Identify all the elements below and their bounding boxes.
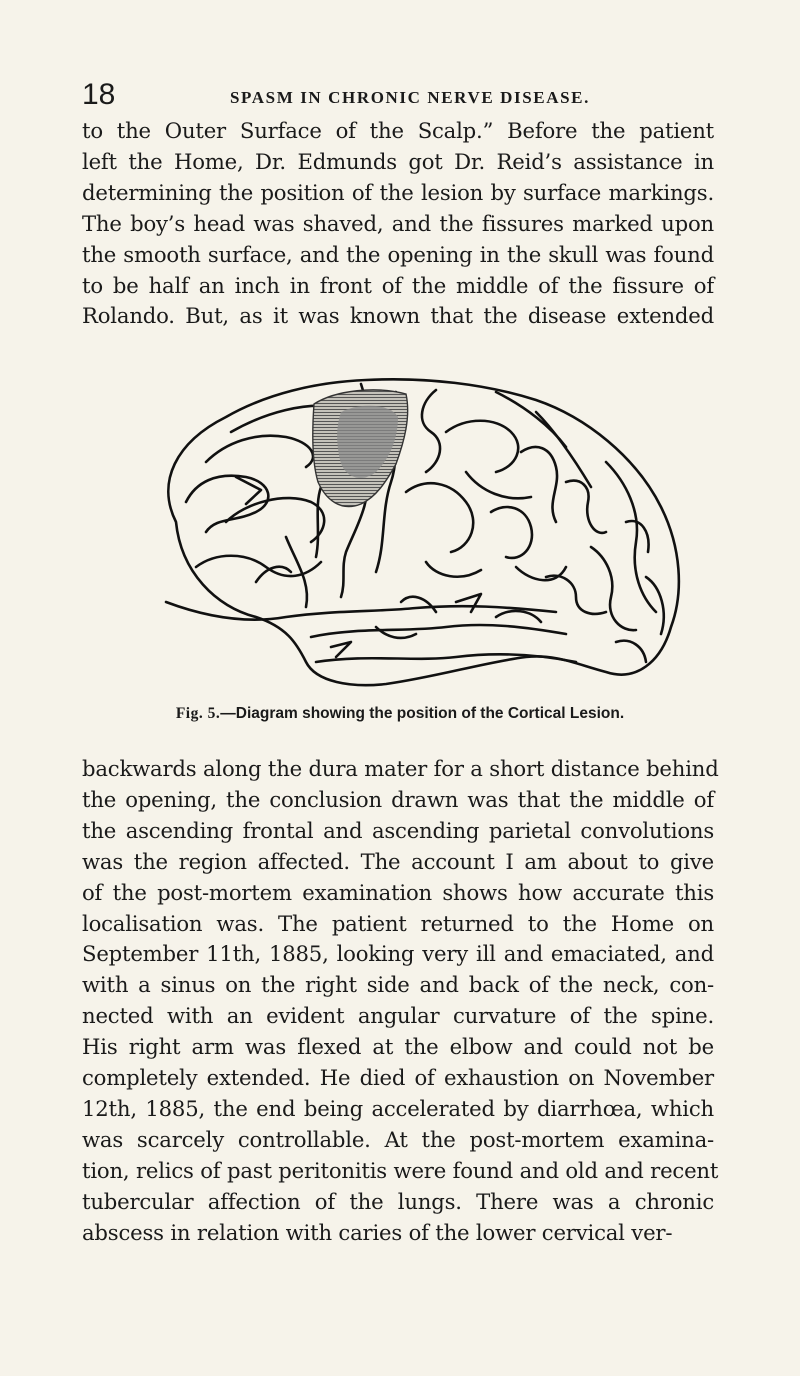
text-line: His right arm was flexed at the elbow and could not be	[82, 1034, 714, 1060]
text-line: to be half an inch in front of the middle of the fissure of	[82, 272, 714, 298]
running-head	[82, 80, 714, 110]
text-line: September 11th, 1885, looking very ill and emaciated, and	[82, 941, 714, 967]
text-line: 12th, 1885, the end being accelerated by diarrhœa, which	[82, 1095, 714, 1121]
text-line: The boy’s head was shaved, and the fissures marked upon	[82, 210, 714, 236]
text-line: Rolando. But, as it was known that the disease extended	[82, 303, 714, 329]
text-line: left the Home, Dr. Edmunds got Dr. Reid’s assistance in	[82, 148, 714, 174]
figure-caption	[0, 705, 800, 723]
text-line: abscess in relation with caries of the lower cervical ver-	[82, 1219, 673, 1245]
text-line: was scarcely controllable. At the post-mortem examina-	[82, 1126, 714, 1152]
text-line: of the post-mortem examination shows how accurate this	[82, 879, 714, 905]
text-line: with a sinus on the right side and back of the neck, con-	[82, 972, 714, 998]
figure-caption-text: —Diagram showing the position of the Cortical Lesion.	[220, 705, 625, 722]
text-line: backwards along the dura mater for a short distance behind	[82, 756, 719, 781]
text-line: tubercular affection of the lungs. There was a chronic	[82, 1188, 714, 1214]
text-line: determining the position of the lesion by surface markings.	[82, 179, 714, 205]
paragraph-top	[82, 116, 714, 332]
text-line: was the region affected. The account I am about to give	[82, 848, 714, 874]
paragraph-bottom	[82, 754, 719, 1249]
text-line: the opening, the conclusion drawn was that the middle of	[82, 786, 714, 812]
text-line: the smooth surface, and the opening in the skull was found	[82, 241, 714, 267]
brain-diagram	[136, 372, 688, 692]
text-line: completely extended. He died of exhaustion on November	[82, 1065, 714, 1091]
text-line: the ascending frontal and ascending parietal convolutions	[82, 817, 714, 843]
page-number: 18	[82, 78, 116, 111]
text-line: localisation was. The patient returned to the Home on	[82, 910, 714, 936]
text-line: nected with an evident angular curvature of the spine.	[82, 1003, 714, 1029]
text-line: to the Outer Surface of the Scalp.” Before the patient	[82, 118, 714, 143]
running-title: SPASM IN CHRONIC NERVE DISEASE.	[230, 88, 590, 107]
text-line: tion, relics of past peritonitis were found and old and recent	[82, 1157, 719, 1183]
figure-label: Fig. 5.	[175, 705, 221, 722]
